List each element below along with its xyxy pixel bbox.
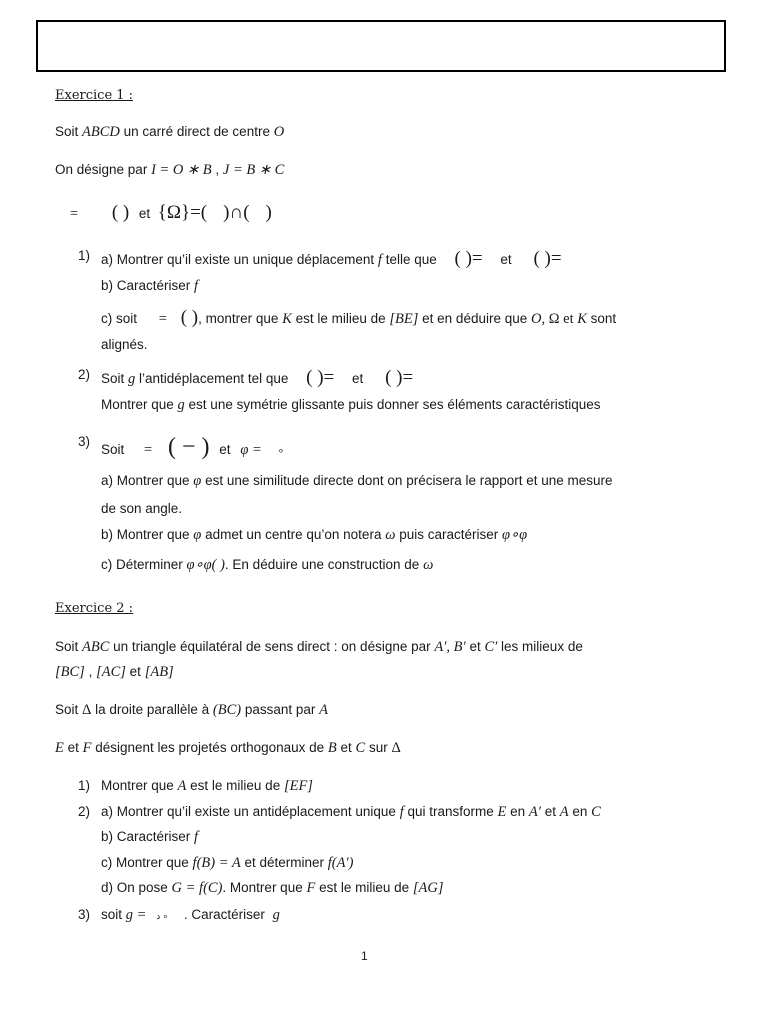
header-box — [36, 20, 726, 72]
ex1-q3a-cont: de son angle. — [101, 501, 183, 516]
ex1-line-2: On désigne par I = O ∗ B , J = B ∗ C — [55, 162, 285, 178]
page-number: 1 — [361, 949, 368, 963]
ex2-q3-number: 3) — [78, 907, 91, 922]
ex2-q2a: a) Montrer qu’il existe un antidéplacement unique f qui transforme E en A′ et A en C — [101, 804, 601, 820]
ex2-q2-number: 2) — [78, 804, 91, 819]
ex1-q1b: b) Caractériser f — [101, 278, 199, 294]
ex1-q2-number: 2) — [78, 367, 91, 382]
ex2-q1: Montrer que A est le milieu de [EF] — [101, 778, 313, 794]
ex2-q2c: c) Montrer que f(B) = A et déterminer f(A′) — [101, 855, 354, 871]
ex2-q3: soit g = د ∘ . Caractériser g — [101, 907, 280, 923]
ex2-line-4: E et F désignent les projetés orthogonaux de B et C sur Δ — [55, 740, 401, 756]
ex2-line-1: Soit ABC un triangle équilatéral de sens direct : on désigne par A′, B′ et C′ les milieux de — [55, 639, 583, 655]
ex1-q3c: c) Déterminer φ∘φ( ). En déduire une construction de ω — [101, 557, 434, 573]
ex1-q3b: b) Montrer que φ admet un centre qu’on notera ω puis caractériser φ∘φ — [101, 527, 528, 543]
ex1-q2b: Montrer que g est une symétrie glissante puis donner ses éléments caractéristiques — [101, 397, 601, 413]
ex1-q1a: a) Montrer qu’il existe un unique déplacement f telle que ( )= et ( )= — [101, 248, 562, 269]
exercise-2-title: Exercice 2 : — [55, 601, 134, 616]
ex2-line-3: Soit Δ la droite parallèle à (BC) passant par A — [55, 702, 329, 718]
ex1-line-3: = ( ) et {Ω}=( )∩( ) — [70, 202, 272, 223]
ex1-line-1: Soit ABCD un carré direct de centre O — [55, 124, 285, 140]
ex1-q3a: a) Montrer que φ est une similitude directe dont on précisera le rapport et une mesure — [101, 473, 613, 489]
ex1-q1c: c) soit = ( ), montrer que K est le milieu de [BE] et en déduire que O, Ω et K sont — [101, 307, 617, 328]
ex1-q3-number: 3) — [78, 434, 91, 449]
ex2-q2d: d) On pose G = f(C). Montrer que F est le milieu de [AG] — [101, 880, 444, 896]
ex1-q1-number: 1) — [78, 248, 91, 263]
ex1-q1c-cont: alignés. — [101, 337, 148, 352]
ex1-q2: Soit g l’antidéplacement tel que ( )= et ( )= — [101, 367, 414, 388]
ex1-q3: Soit = ( − ) et φ = ∘ — [101, 434, 285, 460]
ex2-q2b: b) Caractériser f — [101, 829, 199, 845]
ex2-line-2: [BC] , [AC] et [AB] — [55, 664, 174, 680]
ex2-q1-number: 1) — [78, 778, 91, 793]
exercise-1-title: Exercice 1 : — [55, 88, 134, 103]
